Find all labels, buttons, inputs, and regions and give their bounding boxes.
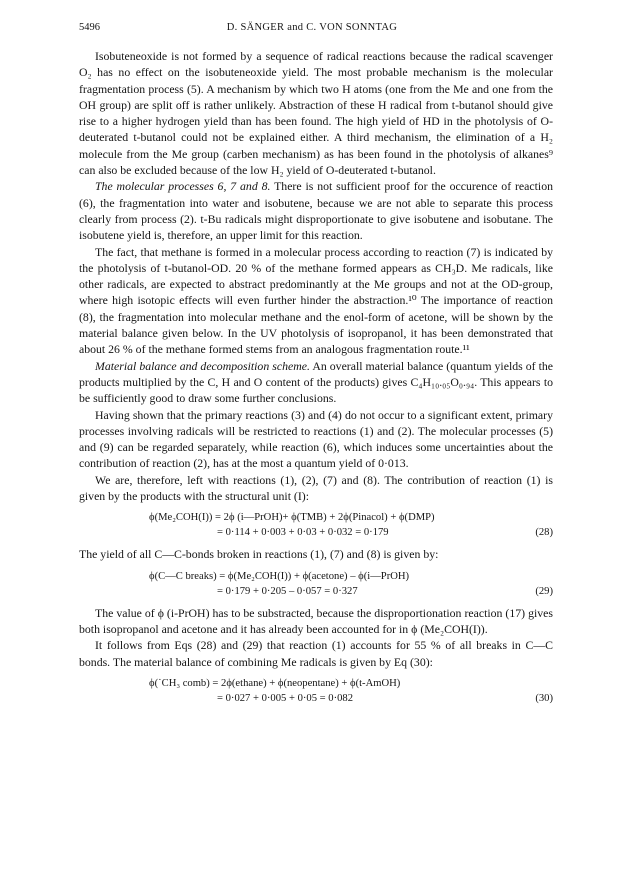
page-number: 5496 [79, 22, 100, 33]
equation-number: (28) [535, 527, 553, 539]
equation-line: = 0·114 + 0·003 + 0·03 + 0·032 = 0·179 [217, 527, 389, 539]
paragraph-text: Having shown that the primary reactions (3) and (4) do not occur to a significant extent, primary processes involving radicals will be restricted to reactions (1) and (2). The molecular processes (5) and (9) can be regarded separately, while reaction (6), which induces some uncertainties about the contribution of reaction (2), has at the most a quantum yield of 0·013. [79, 407, 553, 471]
running-head-authors: D. SÄNGER and C. VON SONNTAG [226, 22, 398, 33]
paragraph-text: The fact, that methane is formed in a molecular process according to reaction (7) is indicated by the photolysis of t-butanol-OD. 20 % of the methane formed appears as CH₃D. Me radicals, like other radicals, are expected to abstract predominantly at the Me groups and not at the OD-group, where high isotopic effects will even further hinder the abstraction.¹⁰ The importance of reaction (8), the fragmentation into molecular methane and the enol-form of acetone, will be shown by the material balance given below. In the UV photolysis of isopropanol, it has been demonstrated that about 26 % of the methane formed stems from an analogous fragmentation route.¹¹ [79, 244, 553, 357]
paragraph-isobuteneoxide [79, 48, 553, 178]
paragraph-text: An overall material balance (quantum yields of the products multiplied by the C, H and O content of the products) gives C₄H₁₀.₀₅O₀.₉₄. This appears to be sufficiently good to draw some further conclusions. [79, 358, 554, 406]
paragraph-methane [79, 244, 553, 358]
paragraph-text: It follows from Eqs (28) and (29) that reaction (1) accounts for 55 % of all breaks in C—C bonds. The material balance of combining Me radicals is given by Eq (30): [79, 638, 553, 669]
paragraph-text: The yield of all C—C-bonds broken in reactions (1), (7) and (8) is given by: [79, 547, 439, 562]
paragraph-primary-reactions [79, 407, 553, 472]
equation-line: ϕ(˙CH₃ comb) = 2ϕ(ethane) + ϕ(neopentane) + ϕ(t-AmOH) [149, 677, 401, 689]
paragraph-material-balance [79, 358, 553, 407]
equation-29 [79, 569, 553, 599]
paragraph-breaks-share [79, 637, 553, 670]
paragraph-isopropanol-value [79, 605, 553, 638]
paragraph-text: The value of ϕ (i-PrOH) has to be substracted, because the disproportionation reaction (17) gives both isopropanol and acetone and it has already been accounted for in ϕ (Me₂COH(I)). [79, 605, 553, 636]
equation-line: = 0·027 + 0·005 + 0·05 = 0·082 [217, 692, 354, 704]
equation-number: (30) [535, 692, 553, 704]
equation-28 [79, 510, 553, 540]
article-body [79, 48, 553, 712]
equation-number: (29) [535, 585, 553, 597]
paragraph-molecular-processes [79, 178, 553, 243]
section-run-in-heading: The molecular processes 6, 7 and 8. [95, 179, 271, 194]
paragraph-text: Isobuteneoxide is not formed by a sequence of radical reactions because the radical scavenger O₂ has no effect on the isobuteneoxide yield. The most probable mechanism is the molecular fragmentation process (5). A mechanism by which two H atoms (one from the Me and one from the OH group) are split off is rather unlikely. Abstraction of these H radical from t-butanol should give rise to a higher hydrogen yield than has been found. The high yield of HD in the photolysis of O-deuterated t-butanol could not be explained either. A third mechanism, the elimination of a H₂ molecule from the Me group (carben mechanism) as has been found in the photolysis of alkanes⁹ can also be excluded because of the low H₂ yield of O-deuterated t-butanol. [79, 49, 553, 178]
paragraph-text: We are, therefore, left with reactions (1), (2), (7) and (8). The contribution of reaction (1) is given by the products with the structural unit (I): [79, 472, 553, 504]
equation-line: ϕ(Me₂COH(I)) = 2ϕ (i—PrOH)+ ϕ(TMB) + 2ϕ(Pinacol) + ϕ(DMP) [149, 512, 435, 524]
equation-30 [79, 676, 553, 706]
running-head [79, 20, 545, 36]
paragraph-cc-bonds [79, 546, 553, 562]
equation-line: ϕ(C—C breaks) = ϕ(Me₂COH(I)) + ϕ(acetone) – ϕ(i—PrOH) [149, 570, 410, 582]
section-run-in-heading: Material balance and decomposition scheme. [95, 358, 310, 373]
paragraph-remaining-reactions [79, 472, 553, 505]
paragraph-text: There is not sufficient proof for the occurence of reaction (6), the fragmentation into water and isobutene, because we are not able to separate this process clearly from process (2). t-Bu radicals might disproportionate to give isobutene and isobutane. The isobutene yield is, therefore, an upper limit for this reaction. [79, 179, 553, 243]
equation-line: = 0·179 + 0·205 – 0·057 = 0·327 [217, 585, 358, 597]
